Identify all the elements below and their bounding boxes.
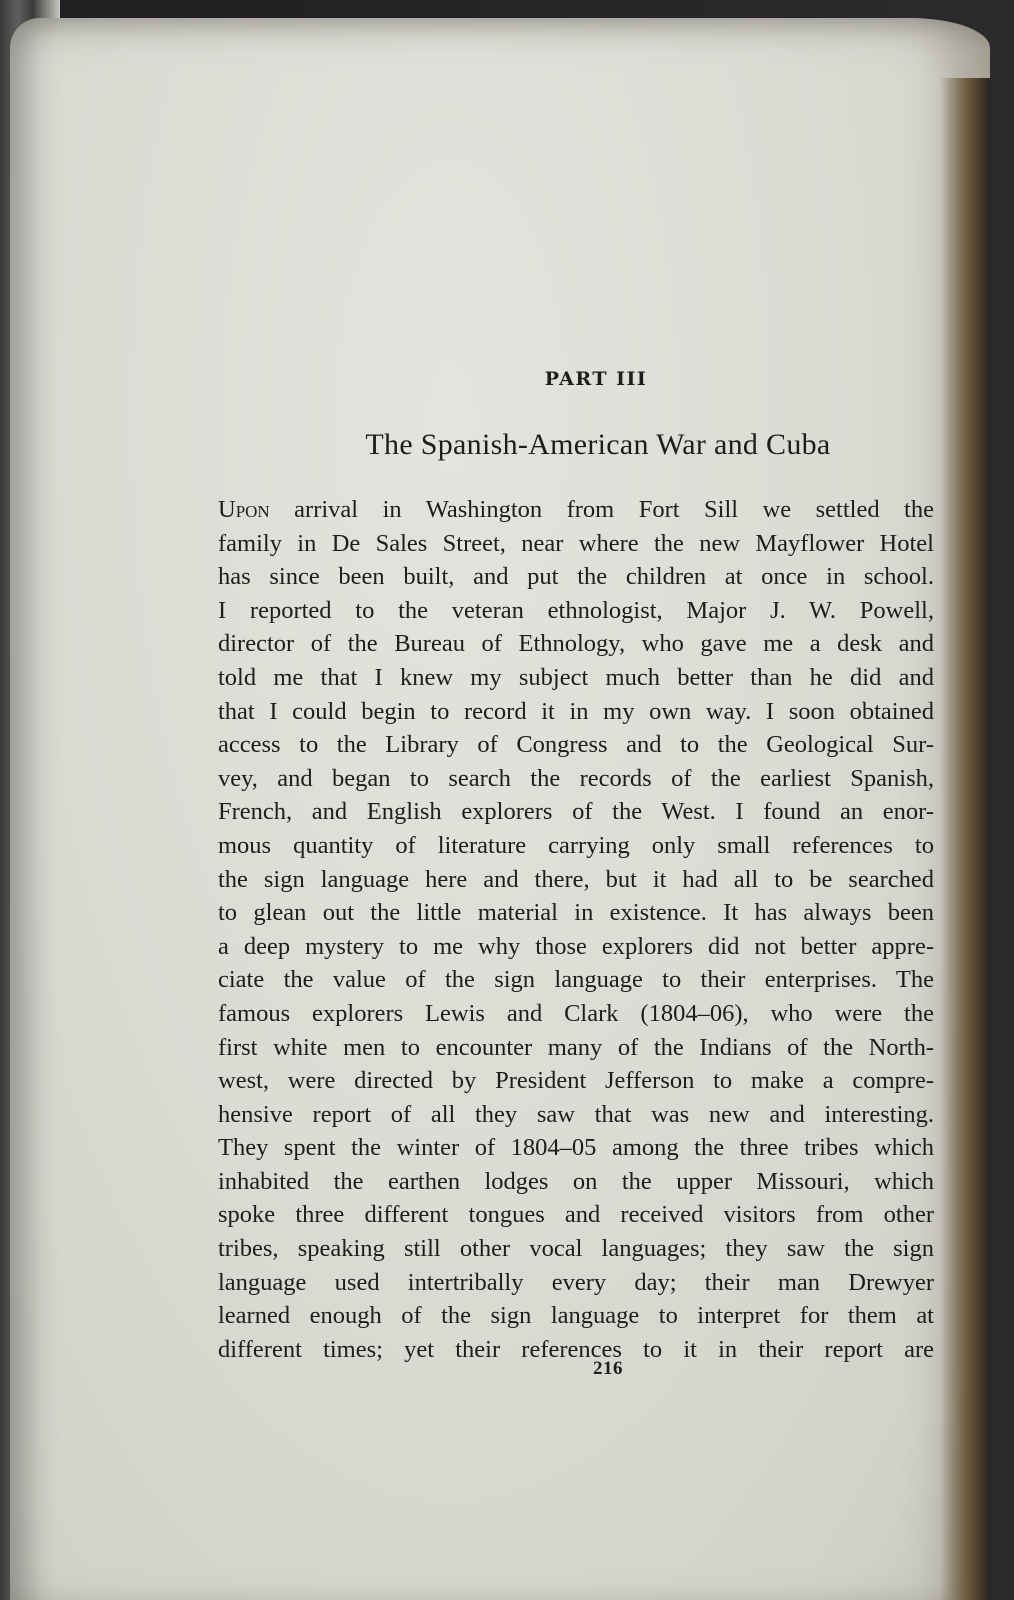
text-line: mous quantity of literature carrying only small references to (218, 831, 934, 859)
part-label: PART III (544, 368, 648, 390)
book-page (10, 18, 990, 1600)
text-line: has since been built, and put the children at once in school. (218, 563, 934, 591)
text-line: told me that I knew my subject much better than he did and (218, 663, 934, 691)
opening-word: Upon (218, 496, 270, 523)
text-line: access to the Library of Congress and to the Geological Sur- (218, 731, 934, 759)
text-line: that I could begin to record it in my own way. I soon obtained (218, 697, 934, 725)
text-line: the sign language here and there, but it had all to be searched (218, 865, 934, 893)
text-line: ciate the value of the sign language to their enterprises. The (218, 966, 934, 994)
text-line: They spent the winter of 1804–05 among the three tribes which (218, 1134, 934, 1162)
text-line: tribes, speaking still other vocal languages; they saw the sign (218, 1235, 934, 1263)
text-line: vey, and began to search the records of the earliest Spanish, (218, 764, 934, 792)
text-line: to glean out the little material in existence. It has always been (218, 899, 934, 927)
text-line: west, were directed by President Jefferson to make a compre- (218, 1067, 934, 1095)
text-line: I reported to the veteran ethnologist, Major J. W. Powell, (218, 596, 934, 624)
text-line: family in De Sales Street, near where the new Mayflower Hotel (218, 529, 934, 557)
text-line: different times; yet their references to it in their report are (218, 1335, 934, 1363)
text-line: learned enough of the sign language to interpret for them at (218, 1302, 934, 1330)
text-line: a deep mystery to me why those explorers did not better appre- (218, 932, 934, 960)
chapter-title: The Spanish-American War and Cuba (365, 428, 831, 461)
text-line: famous explorers Lewis and Clark (1804–06), who were the (218, 999, 934, 1027)
text-line: director of the Bureau of Ethnology, who gave me a desk and (218, 630, 934, 658)
page-number: 216 (593, 1358, 623, 1379)
text-line: Upon arrival in Washington from Fort Sill we settled the (218, 496, 934, 523)
text-line: language used intertribally every day; their man Drewyer (218, 1268, 934, 1296)
text-line: hensive report of all they saw that was new and interesting. (218, 1100, 934, 1128)
text-line: French, and English explorers of the West. I found an enor- (218, 798, 934, 826)
text-line: spoke three different tongues and received visitors from other (218, 1201, 934, 1229)
text-line: first white men to encounter many of the Indians of the North- (218, 1033, 934, 1061)
body-text (218, 493, 938, 1366)
page-gutter-shadow (940, 78, 990, 1600)
text-line: inhabited the earthen lodges on the upper Missouri, which (218, 1167, 934, 1195)
